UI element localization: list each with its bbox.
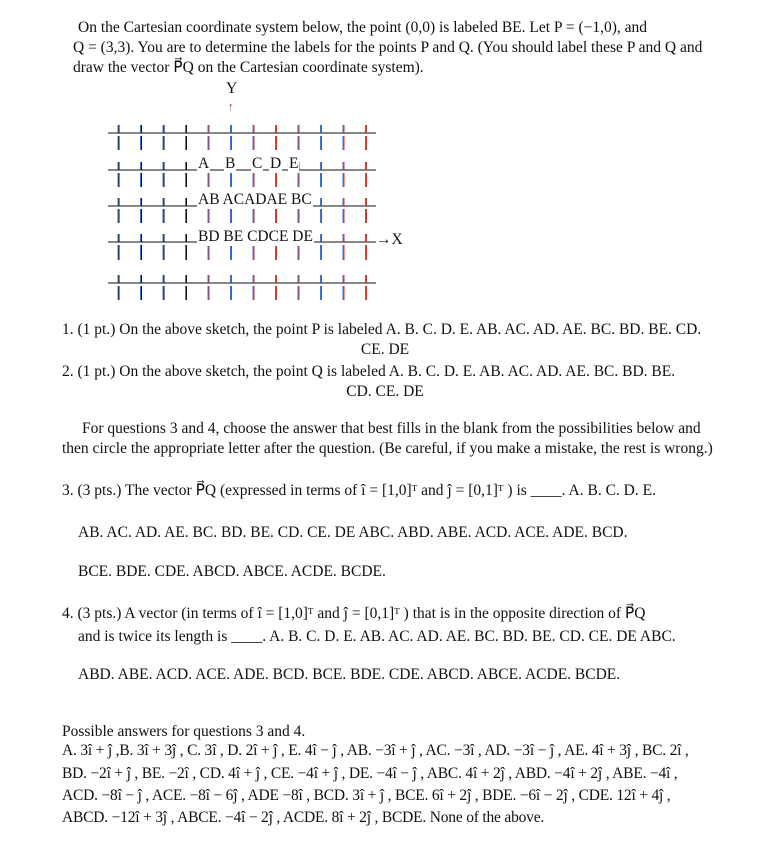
question-1: 1. (1 pt.) On the above sketch, the point P is labeled A. B. C. D. E. AB. AC. AD. AE. BC. BD. BE. CD. [62,321,702,338]
intro-line-3: draw the vector P⃗Q on the Cartesian coordinate system). [73,59,424,76]
question-2: 2. (1 pt.) On the above sketch, the point Q is labeled A. B. C. D. E. AB. AC. AD. AE. BC. BD. BE. [62,363,676,380]
grid-label-a: A [198,155,210,172]
question-4-options: ABD. ABE. ACD. ACE. ADE. BCD. BCE. BDE. CDE. ABCD. ABCE. ACDE. BCDE. [78,666,621,683]
possible-answers-line-1: A. 3î + ĵ ,B. 3î + 3ĵ , C. 3î , D. 2î + ĵ , E. 4î − ĵ , AB. −3î + ĵ , AC. −3î , AD. −3î − ĵ , AE. 4î + 3ĵ , BC. 2î , [62,742,689,759]
intro-line-2: Q = (3,3). You are to determine the labels for the points P and Q. (You should label these P and Q and [73,39,703,56]
x-axis-label: →X [376,231,403,248]
instructions-line-2: then circle the appropriate letter after the question. (Be careful, if you make a mistake, the rest is wrong.) [62,440,713,457]
intro-line-1: On the Cartesian coordinate system below, the point (0,0) is labeled BE. Let P = (−1,0), and [78,19,648,36]
y-axis-arrow-icon: ↑ [228,101,234,113]
instructions-line-1: For questions 3 and 4, choose the answer that best fills in the blank from the possibilities below and [82,420,701,437]
possible-answers-line-3: ACD. −8î − ĵ , ACE. −8î − 6ĵ , ADE −8î , BCD. 3î + ĵ , BCE. 6î + 2ĵ , BDE. −6î − 2ĵ , CDE. 12î + 4ĵ , [62,787,671,804]
grid-label-d: D [270,155,282,172]
question-3-options-1: AB. AC. AD. AE. BC. BD. BE. CD. CE. DE ABC. ABD. ABE. ACD. ACE. ADE. BCD. [78,524,628,541]
question-4-cont: and is twice its length is ____. A. B. C. D. E. AB. AC. AD. AE. BC. BD. BE. CD. CE. DE ABC. [78,628,676,645]
possible-answers-line-2: BD. −2î + ĵ , BE. −2î , CD. 4î + ĵ , CE. −4î + ĵ , DE. −4î − ĵ , ABC. 4î + 2ĵ , ABD. −4î + 2ĵ , ABE. −4î , [62,765,678,782]
question-1-cont: CE. DE [360,341,410,358]
question-2-cont: CD. CE. DE [346,383,424,400]
question-3: 3. (3 pts.) The vector P⃗Q (expressed in terms of î = [1,0]ᵀ and ĵ = [0,1]ᵀ ) is ____. A. B. C. D. E. [62,482,656,499]
grid-label-c: C [252,155,263,172]
possible-answers-title: Possible answers for questions 3 and 4. [62,723,306,740]
question-4: 4. (3 pts.) A vector (in terms of î = [1,0]ᵀ and ĵ = [0,1]ᵀ ) that is in the opposite direction of P⃗Q [62,605,646,622]
grid-label-b: B [225,155,236,172]
grid-label-e: E [289,155,299,172]
question-3-options-2: BCE. BDE. CDE. ABCD. ABCE. ACDE. BCDE. [78,563,386,580]
y-axis-label: Y [226,80,238,97]
grid-row-2-labels: AB ACADAE BC [198,191,312,208]
possible-answers-line-4: ABCD. −12î + 3ĵ , ABCE. −4î − 2ĵ , ACDE. 8î + 2ĵ , BCDE. None of the above. [62,809,545,826]
grid-row-3-labels: BD BE CDCE DE [198,228,313,245]
